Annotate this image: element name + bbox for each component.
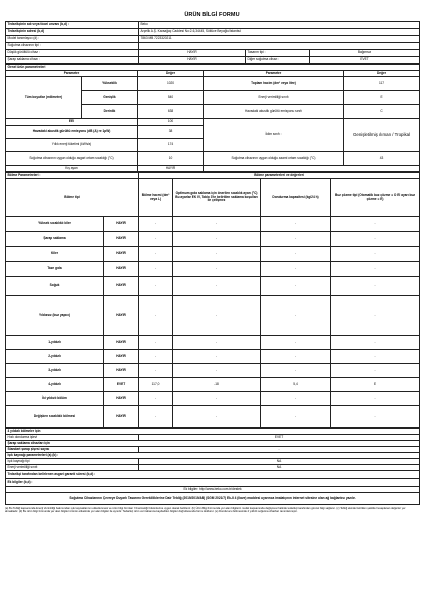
model-value: 7863 MB 7223320211 — [139, 36, 420, 43]
compartment-header-setting: Optimum gıda saklama için önerilen sıcaklık ayarı (°C) Bu ayarlar EK IV, Tablo 3'te belirtilen saklama koşulları ile çelişmez — [173, 179, 261, 217]
width-value: 540 — [138, 91, 204, 105]
total-volume-value: 117 — [344, 77, 420, 91]
table-row — [6, 378, 420, 392]
lownoise-value: HAYIR — [139, 50, 246, 57]
dimensions-label: Tüm boyutlar (milimetre) — [6, 77, 82, 119]
compartment-defrost: - — [331, 336, 420, 350]
compartment-freeze: - — [261, 296, 331, 336]
support-link[interactable]: Ek bilgiler: http://www.beko.com.tr/destek — [6, 487, 420, 493]
light-class-label: Enerji verimliliği sınıfı — [6, 465, 139, 471]
table-row — [6, 247, 420, 262]
compartment-volume: - — [139, 232, 173, 247]
compartment-present: HAYIR — [104, 262, 139, 277]
table-row — [6, 392, 420, 406]
lownoise-label: Düşük gürültülü cihaz : — [6, 50, 139, 57]
compartment-present: HAYIR — [104, 350, 139, 364]
compartment-section-left: Bölme Parametreleri : — [6, 173, 139, 179]
winter-value: HAYIR — [138, 166, 204, 172]
compartment-present: HAYIR — [104, 364, 139, 378]
wine-section: Şarap saklama cihazları için — [6, 441, 420, 447]
compartment-setting: - — [173, 296, 261, 336]
general-header-value-2: Değer — [344, 71, 420, 77]
max-temp-label: Soğutma cihazının uygun olduğu azami ortam sıcaklığı (°C) — [204, 152, 344, 166]
compartment-defrost: - — [331, 350, 420, 364]
wine-count-label: Standart şarap şişesi sayısı — [6, 447, 139, 453]
compartment-volume: - — [139, 364, 173, 378]
energy-value: 174 — [138, 139, 204, 152]
max-temp-value: 43 — [344, 152, 420, 166]
general-header-param-2: Parametre — [204, 71, 344, 77]
noise-label: Havadaki akustik gürültü emisyonu (dB (A) re 1pW) — [6, 126, 138, 139]
supplier-address-value: Arçelik A.Ş. Karaağaç Caddesi No:2-6,34445, Sütlüce Beyoğlu/İstanbul — [139, 29, 420, 36]
compartment-setting: - — [173, 247, 261, 262]
noise-class-label: Havadaki akustik gürültü emisyonu sınıfı — [204, 105, 344, 119]
compartment-type: 2-yıldızlı — [6, 350, 104, 364]
table-row — [6, 232, 420, 247]
compartment-volume: - — [139, 296, 173, 336]
height-value: 1020 — [138, 77, 204, 91]
wine-count-value: - — [139, 447, 420, 453]
fast-freeze-label: Hızlı dondurma işlevi — [6, 435, 139, 441]
compartment-defrost: - — [331, 262, 420, 277]
compartment-type: 4-yıldızlı — [6, 378, 104, 392]
compartment-setting: - — [173, 277, 261, 296]
compartment-type: Yıldızsız (buz yapıcı) — [6, 296, 104, 336]
table-row — [6, 336, 420, 350]
general-params-table — [5, 64, 420, 172]
compartment-present: HAYIR — [104, 247, 139, 262]
light-class-value: NA — [139, 465, 420, 471]
total-volume-label: Toplam hacim (dm³ veya litre) — [204, 77, 344, 91]
compartment-setting: - — [173, 364, 261, 378]
general-section-title: Genel ürün parametreleri — [6, 65, 420, 71]
compartment-header-volume: Bölme hacmi (dm³ veya L) — [139, 179, 173, 217]
depth-value: 638 — [138, 105, 204, 119]
compartment-freeze: - — [261, 232, 331, 247]
compartment-present: HAYIR — [104, 217, 139, 232]
compartment-volume: - — [139, 406, 173, 428]
compartment-setting: - — [173, 232, 261, 247]
supplier-table — [5, 21, 420, 64]
compartment-setting: - — [173, 217, 261, 232]
supplier-name-value: Beko — [139, 22, 420, 29]
general-header-param: Parametre — [6, 71, 138, 77]
design-label: Tasarım tipi : — [246, 50, 310, 57]
wine-label: Şarap saklama cihazı : — [6, 57, 139, 64]
depth-label: Derinlik — [82, 105, 138, 119]
other-label: Diğer soğutma cihazı : — [246, 57, 310, 64]
compartment-freeze: - — [261, 364, 331, 378]
compartment-type: Şarap saklama — [6, 232, 104, 247]
noise-value: 38 — [138, 126, 204, 139]
supplier-address-label: Tedarikçinin adresi (b,d) — [6, 29, 139, 36]
compartment-setting: - — [173, 392, 261, 406]
table-row — [6, 217, 420, 232]
other-value: EVET — [310, 57, 420, 64]
compartment-type: İki yıldızlı bölüm — [6, 392, 104, 406]
compartment-table — [5, 172, 420, 428]
light-type-label: Işık kaynağı tipi — [6, 459, 139, 465]
table-row — [6, 350, 420, 364]
compartment-type: 3-yıldızlı — [6, 364, 104, 378]
extra-info-table — [5, 428, 420, 505]
footnotes: (a) Bu Tebliğ kapsamında Enerji Verimliliği bakımından ışık kaynaklarının etiketlenmesi ve ürün bilgi formları Yönetmeliği hükümlerine uygun olarak belirlenir. (b) Ürün Bilgi Formunda yer alan bilgilerin model kapsamında değişmesi halinde tedarikçi tarafından güncel bilgi sağlanır. (c) Tebliğ ekinde belirtilen şekilde hesaplanan değerler yer almaktadır. (d) Bu ürün bilgi formunda yer alan bilgiler ürünün etiketinde yer alan bilgiler ile aynıdır. Tedarikçi ürün veri tabanına kaydedilen bilgiler doğrultusunda formu doldurur. (e) Dondurucu bölmesinde 4 yıldızlı soğutma cihazları tanımlanmıştır. — [5, 507, 406, 514]
compartment-header-defrost: Buz çözme tipi (Otomatik buz çözme = O El ayarı buz çözme = E) — [331, 179, 420, 217]
compartment-section-right: Bölme parametreleri ve değerleri — [139, 173, 420, 179]
compartment-setting: - — [173, 406, 261, 428]
compartment-present: EVET — [104, 378, 139, 392]
compartment-volume: - — [139, 247, 173, 262]
design-value: Bağımsız — [310, 50, 420, 57]
compartment-defrost: - — [331, 296, 420, 336]
page-title: ÜRÜN BİLGİ FORMU — [184, 12, 240, 18]
compartment-type: 1-yıldızlı — [6, 336, 104, 350]
wine-value: HAYIR — [139, 57, 246, 64]
extra-info-label: Ek bilgiler (b,d) : — [6, 479, 420, 487]
compartment-freeze: - — [261, 406, 331, 428]
min-temp-label: Soğutma cihazının uygun olduğu asgari ortam sıcaklığı (°C) — [6, 152, 138, 166]
compartment-header-freeze: Dondurma kapasitesi (kg/24 h) — [261, 179, 331, 217]
eei-value: 100 — [138, 119, 204, 126]
height-label: Yükseklik — [82, 77, 138, 91]
compartment-volume: - — [139, 336, 173, 350]
table-row — [6, 406, 420, 428]
compartment-freeze: 5,4 — [261, 378, 331, 392]
compartment-defrost: - — [331, 232, 420, 247]
compartment-volume: 117,0 — [139, 378, 173, 392]
compartment-freeze: - — [261, 350, 331, 364]
min-temp-value: 10 — [138, 152, 204, 166]
compartment-present: HAYIR — [104, 277, 139, 296]
eei-class-value: E — [344, 91, 420, 105]
compartment-freeze: - — [261, 262, 331, 277]
energy-label: Yıllık enerji tüketimi (kWh/a) — [6, 139, 138, 152]
warranty-label: Tedarikçi tarafından belirlenen asgari garanti süresi (b,d) : — [6, 471, 420, 479]
compartment-defrost: - — [331, 217, 420, 232]
table-row — [6, 262, 420, 277]
compartment-volume: - — [139, 350, 173, 364]
compartment-freeze: - — [261, 392, 331, 406]
product-info-form — [5, 12, 419, 513]
compartment-present: HAYIR — [104, 392, 139, 406]
table-row — [6, 277, 420, 296]
compartment-volume: - — [139, 277, 173, 296]
compartment-defrost: E — [331, 378, 420, 392]
compartment-volume: - — [139, 392, 173, 406]
compartment-type: Yüksek sıcaklıklı kiler — [6, 217, 104, 232]
regulation-text: Soğutma Cihazlarının Çevreye Duyarlı Tasarımı Gerekliliklerine Dair Tebliğ (2019/2019/AB) (SGM 2021/7) Ek-II 4 (ilave) maddesi uyarınca imalatçının internet sitesine olan ağ bağlantısı yazılır. — [6, 493, 420, 505]
compartment-present: HAYIR — [104, 336, 139, 350]
fast-freeze-value: EVET — [139, 435, 420, 441]
eei-label: EEI — [6, 119, 138, 126]
eei-class-label: Enerji verimliliği sınıfı — [204, 91, 344, 105]
table-row — [6, 296, 420, 336]
compartment-type: Değişken sıcaklıklı bölmesi — [6, 406, 104, 428]
climate-value: Genişletilmiş ılıman / Tropikal — [344, 119, 420, 152]
compartment-freeze: - — [261, 336, 331, 350]
compartment-present: HAYIR — [104, 406, 139, 428]
compartment-setting: -18 — [173, 378, 261, 392]
compartment-freeze: - — [261, 247, 331, 262]
compartment-volume: - — [139, 262, 173, 277]
light-section: Işık kaynağı parametreleri (a) (b) : — [6, 453, 420, 459]
general-header-value: Değer — [138, 71, 204, 77]
compartment-volume: - — [139, 217, 173, 232]
light-type-value: NA — [139, 459, 420, 465]
compartment-type: Soğuk — [6, 277, 104, 296]
compartment-defrost: - — [331, 277, 420, 296]
model-label: Model tanımlayıcı (d) : — [6, 36, 139, 43]
compartment-defrost: - — [331, 406, 420, 428]
compartment-type: Kiler — [6, 247, 104, 262]
noise-class-value: C — [344, 105, 420, 119]
width-label: Genişlik — [82, 91, 138, 105]
compartment-present: HAYIR — [104, 296, 139, 336]
winter-label: Kış ayarı — [6, 166, 138, 172]
compartment-defrost: - — [331, 364, 420, 378]
type-label: Soğutma cihazının tipi : — [6, 43, 139, 50]
compartment-defrost: - — [331, 247, 420, 262]
climate-label: İklim sınıfı : — [204, 119, 344, 152]
compartment-setting: - — [173, 350, 261, 364]
compartment-setting: - — [173, 262, 261, 277]
table-row — [6, 364, 420, 378]
supplier-name-label: Tedarikçinin adı veya ticari unvanı (b,d) : — [6, 22, 139, 29]
compartment-defrost: - — [331, 392, 420, 406]
compartment-freeze: - — [261, 277, 331, 296]
four-star-section: 4 yıldızlı bölmeler için — [6, 429, 420, 435]
compartment-type: Taze gıda — [6, 262, 104, 277]
compartment-header-type: Bölme tipi — [6, 179, 139, 217]
compartment-present: HAYIR — [104, 232, 139, 247]
compartment-setting: - — [173, 336, 261, 350]
compartment-freeze: - — [261, 217, 331, 232]
